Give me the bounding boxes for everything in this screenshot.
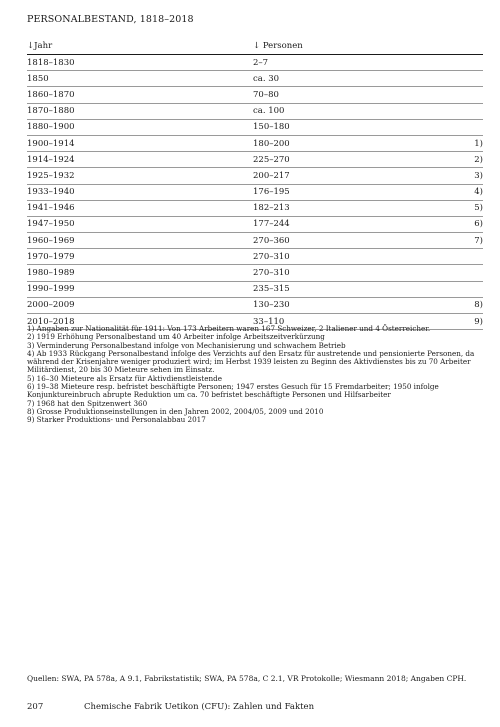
table-row: [27, 136, 483, 152]
table-row: [27, 120, 483, 136]
footnotes: [27, 325, 485, 425]
footnote-ref-cell: 6): [474, 219, 483, 230]
running-title: Chemische Fabrik Uetikon (CFU): Zahlen und Fakten: [84, 702, 315, 712]
year-cell: 1914–1924: [27, 154, 75, 165]
persons-cell: 180–200: [253, 138, 290, 149]
table-header: [27, 38, 483, 55]
table-row: [27, 298, 483, 314]
year-cell: 2000–2009: [27, 300, 75, 311]
column-header-persons: ↓ Personen: [253, 41, 303, 51]
footnote: 1) Angaben zur Nationalität für 1911: Von 173 Arbeitern waren 167 Schweizer, 2 Italiener und 4 Österreicher.: [27, 324, 431, 333]
footnote-ref-cell: 3): [474, 170, 483, 181]
table-row: [27, 249, 483, 265]
footnote: 5) 16–30 Mieteure als Ersatz für Aktivdienstleistende: [27, 373, 222, 383]
table-row: [27, 217, 483, 233]
persons-cell: 2–7: [253, 57, 269, 68]
year-cell: 1880–1900: [27, 122, 75, 133]
persons-cell: 200–217: [253, 170, 290, 181]
page-number: 207: [27, 702, 44, 712]
year-cell: 2010–2018: [27, 316, 75, 327]
sources-line: Quellen: SWA, PA 578a, A 9.1, Fabrikstatistik; SWA, PA 578a, C 2.1, VR Protokolle; Wiesmann 2018; Angaben CPH.: [27, 674, 467, 683]
persons-cell: 150–180: [253, 122, 290, 133]
year-cell: 1941–1946: [27, 203, 75, 214]
footnote-ref-cell: 2): [474, 154, 483, 165]
persons-cell: ca. 30: [253, 73, 280, 84]
persons-cell: 33–110: [253, 316, 285, 327]
table-row: [27, 185, 483, 201]
table-row: [27, 282, 483, 298]
persons-cell: 130–230: [253, 300, 290, 311]
footnote-ref-cell: 8): [474, 300, 483, 311]
table-row: [27, 152, 483, 168]
footnote: 7) 1968 hat den Spitzenwert 360: [27, 398, 148, 408]
table-row: [27, 55, 483, 71]
persons-cell: 270–360: [253, 235, 290, 246]
persons-cell: 235–315: [253, 284, 290, 295]
footnote: 9) Starker Produktions- und Personalabbau 2017: [27, 415, 206, 425]
table-row: [27, 104, 483, 120]
year-cell: 1990–1999: [27, 284, 75, 295]
footnote: 2) 1919 Erhöhung Personalbestand um 40 Arbeiter infolge Arbeitszeitverkürzung: [27, 332, 325, 342]
persons-cell: 177–244: [253, 219, 290, 230]
table-row: [27, 233, 483, 249]
year-cell: 1980–1989: [27, 268, 75, 279]
footnote: 6) 19–38 Mieteure resp. befristet beschäftigte Personen; 1947 erstes Gesuch für 15 Fremdarbeiter; 1950 infolge Konjunktureinbruch abrupte Reduktion um ca. 70 befristet beschäftigte Personen und Hilfsarbeiter: [27, 382, 439, 400]
persons-cell: 270–310: [253, 268, 290, 279]
year-cell: 1933–1940: [27, 187, 75, 198]
footnote-ref-cell: 1): [474, 138, 483, 149]
table-row: [27, 265, 483, 281]
footnote-ref-cell: 7): [474, 235, 483, 246]
page-title: PERSONALBESTAND, 1818–2018: [27, 14, 194, 25]
persons-cell: 182–213: [253, 203, 290, 214]
year-cell: 1860–1870: [27, 89, 75, 100]
footnote-ref-cell: 5): [474, 203, 483, 214]
year-cell: 1947–1950: [27, 219, 75, 230]
year-cell: 1970–1979: [27, 251, 75, 262]
footnote-ref-cell: 9): [474, 316, 483, 327]
table-row: [27, 71, 483, 87]
table-row: [27, 87, 483, 103]
year-cell: 1850: [27, 73, 49, 84]
footnote: 3) Verminderung Personalbestand infolge von Mechanisierung und schwachem Betrieb: [27, 340, 346, 350]
table-body: [27, 55, 483, 330]
year-cell: 1960–1969: [27, 235, 75, 246]
footnote-ref-cell: 4): [474, 187, 483, 198]
year-cell: 1925–1932: [27, 170, 75, 181]
page-footer: [27, 702, 314, 712]
persons-cell: 270–310: [253, 251, 290, 262]
footnote: 8) Grosse Produktionseinstellungen in den Jahren 2002, 2004/05, 2009 und 2010: [27, 406, 324, 416]
persons-cell: 176–195: [253, 187, 290, 198]
persons-cell: ca. 100: [253, 106, 285, 117]
year-cell: 1818–1830: [27, 57, 75, 68]
year-cell: 1900–1914: [27, 138, 75, 149]
persons-cell: 70–80: [253, 89, 279, 100]
footnote: 4) Ab 1933 Rückgang Personalbestand infolge des Verzichts auf den Ersatz für austretende und pensionierte Personen, da während der Krisenjahre weniger produziert wird; im Herbst 1939 leisten zu Beginn des Aktivdienstes bis zu 70 Arbeiter Militärdienst, 20 bis 30 Mieteure sehen im Einsatz.: [27, 348, 475, 375]
table-row: [27, 201, 483, 217]
personnel-table: [27, 38, 483, 330]
column-header-year: ↓Jahr: [27, 41, 53, 51]
table-row: [27, 168, 483, 184]
persons-cell: 225–270: [253, 154, 290, 165]
year-cell: 1870–1880: [27, 106, 75, 117]
